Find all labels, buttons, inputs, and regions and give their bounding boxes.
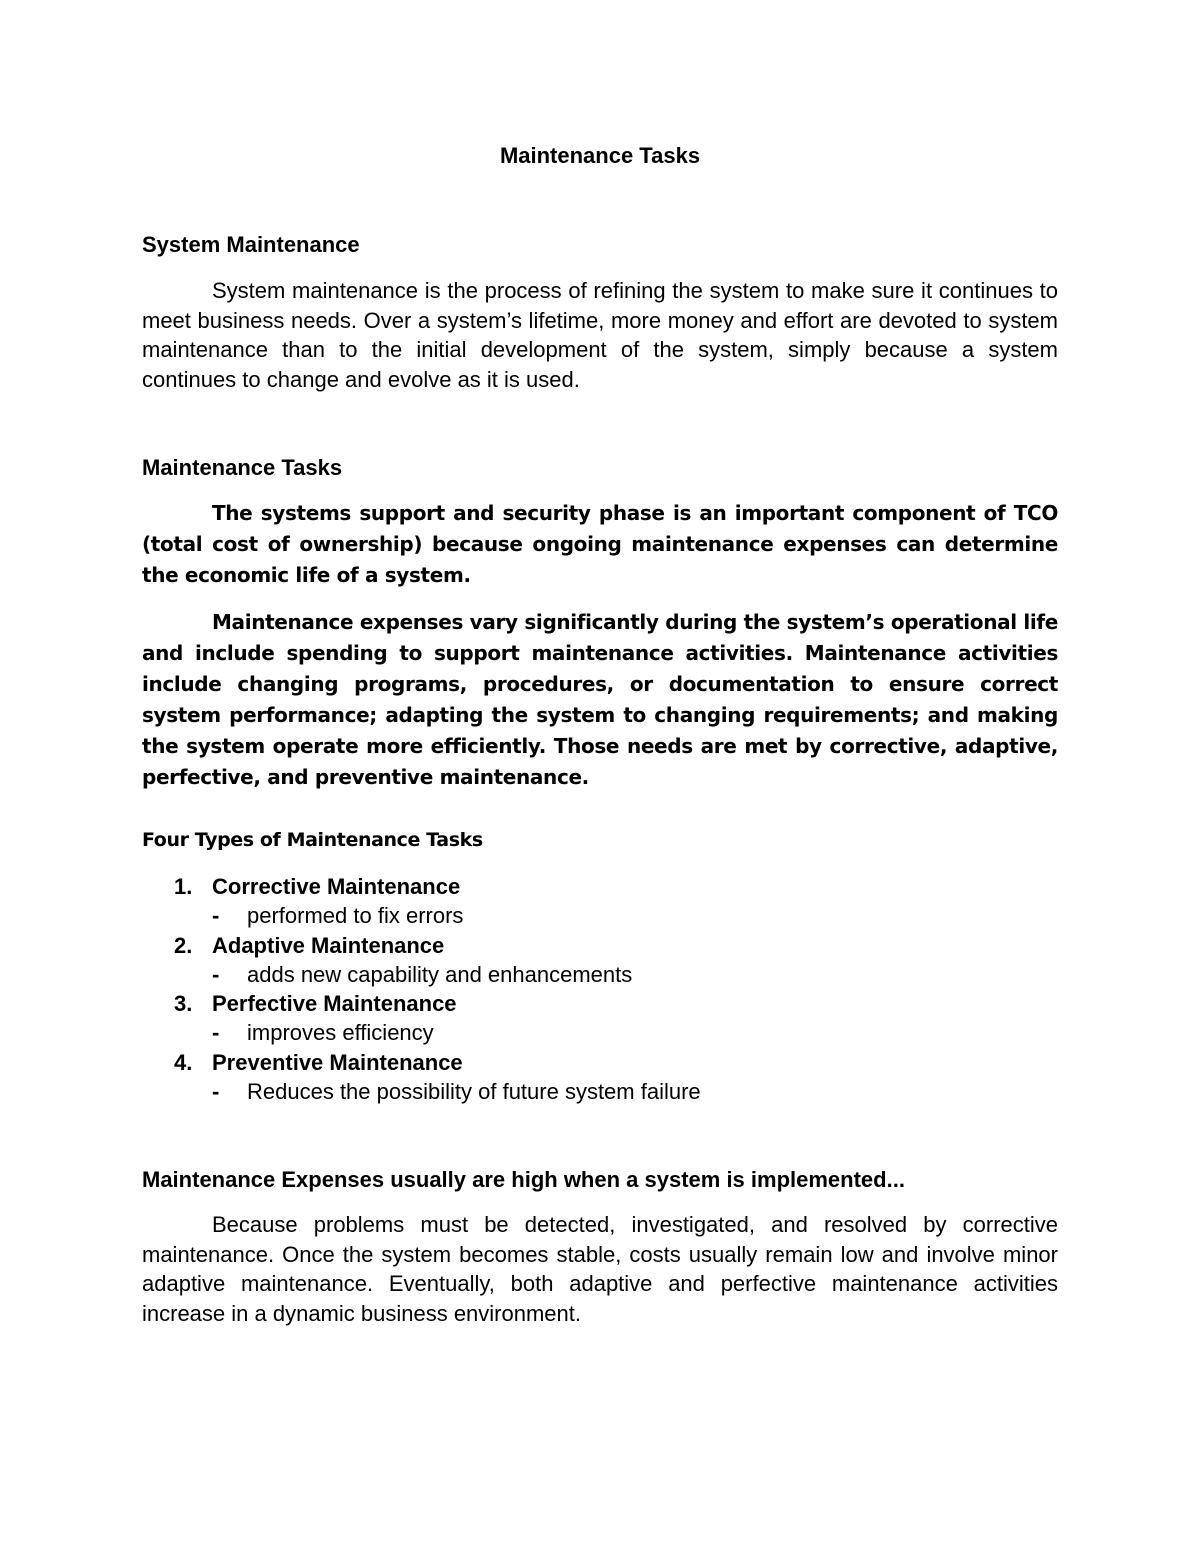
list-item-description: adds new capability and enhancements <box>247 961 633 987</box>
list-item <box>172 931 972 990</box>
section-paragraph: The systems support and security phase is an important component of TCO (total cost of ownership) because ongoing maintenance expenses can determine the economic life of a system. <box>142 501 1058 587</box>
list-item-title: Perfective Maintenance <box>212 991 457 1016</box>
section-heading: Maintenance Tasks <box>142 455 343 480</box>
section-paragraph: Because problems must be detected, investigated, and resolved by corrective maintenance. Once the system becomes stable, costs usually remain low and involve minor adaptive maintenance. Eventually, both adaptive and perfective maintenance activities increase in a dynamic business environment. <box>142 1212 1058 1326</box>
list-item-description: improves efficiency <box>247 1020 434 1045</box>
list-item <box>172 872 972 931</box>
document-title: Maintenance Tasks <box>499 143 701 168</box>
list-item-number: 2. <box>174 932 193 958</box>
list-item-description: Reduces the possibility of future system failure <box>247 1078 701 1104</box>
list-item-title: Corrective Maintenance <box>212 874 461 899</box>
section-system-maintenance <box>142 231 1058 394</box>
section-heading: Maintenance Expenses usually are high when a system is implemented... <box>142 1167 905 1192</box>
maintenance-types-list <box>172 872 972 1106</box>
list-item <box>172 989 972 1048</box>
list-item-title: Preventive Maintenance <box>212 1049 463 1075</box>
section-paragraph: Maintenance expenses vary significantly during the system’s operational life and include spending to support maintenance activities. Maintenance activities include changing programs, procedures, or documentation to ensure correct system performance; adapting the system to changing requirements; and making the system operate more efficiently. Those needs are met by corrective, adaptive, perfective, and preventive maintenance. <box>142 610 1058 789</box>
list-item-title: Adaptive Maintenance <box>212 932 445 958</box>
list-item-number: 1. <box>174 874 193 899</box>
section-heading: System Maintenance <box>142 232 360 257</box>
list-item <box>172 1048 972 1107</box>
list-item-number: 4. <box>174 1049 193 1075</box>
section-four-types-heading <box>142 827 1058 853</box>
dash-bullet: - <box>212 1020 220 1045</box>
dash-bullet: - <box>212 961 220 987</box>
section-heading: Four Types of Maintenance Tasks <box>142 829 483 851</box>
section-paragraph: System maintenance is the process of refining the system to make sure it continues to meet business needs. Over a system’s lifetime, more money and effort are devoted to system maintenance than to the initial development of the system, simply because a system continues to change and evolve as it is used. <box>142 278 1058 392</box>
dash-bullet: - <box>212 1078 220 1104</box>
section-expenses <box>142 1166 1058 1328</box>
section-maintenance-tasks <box>142 454 1058 793</box>
dash-bullet: - <box>212 903 220 928</box>
list-item-description: performed to fix errors <box>247 903 464 928</box>
list-item-number: 3. <box>174 991 193 1016</box>
